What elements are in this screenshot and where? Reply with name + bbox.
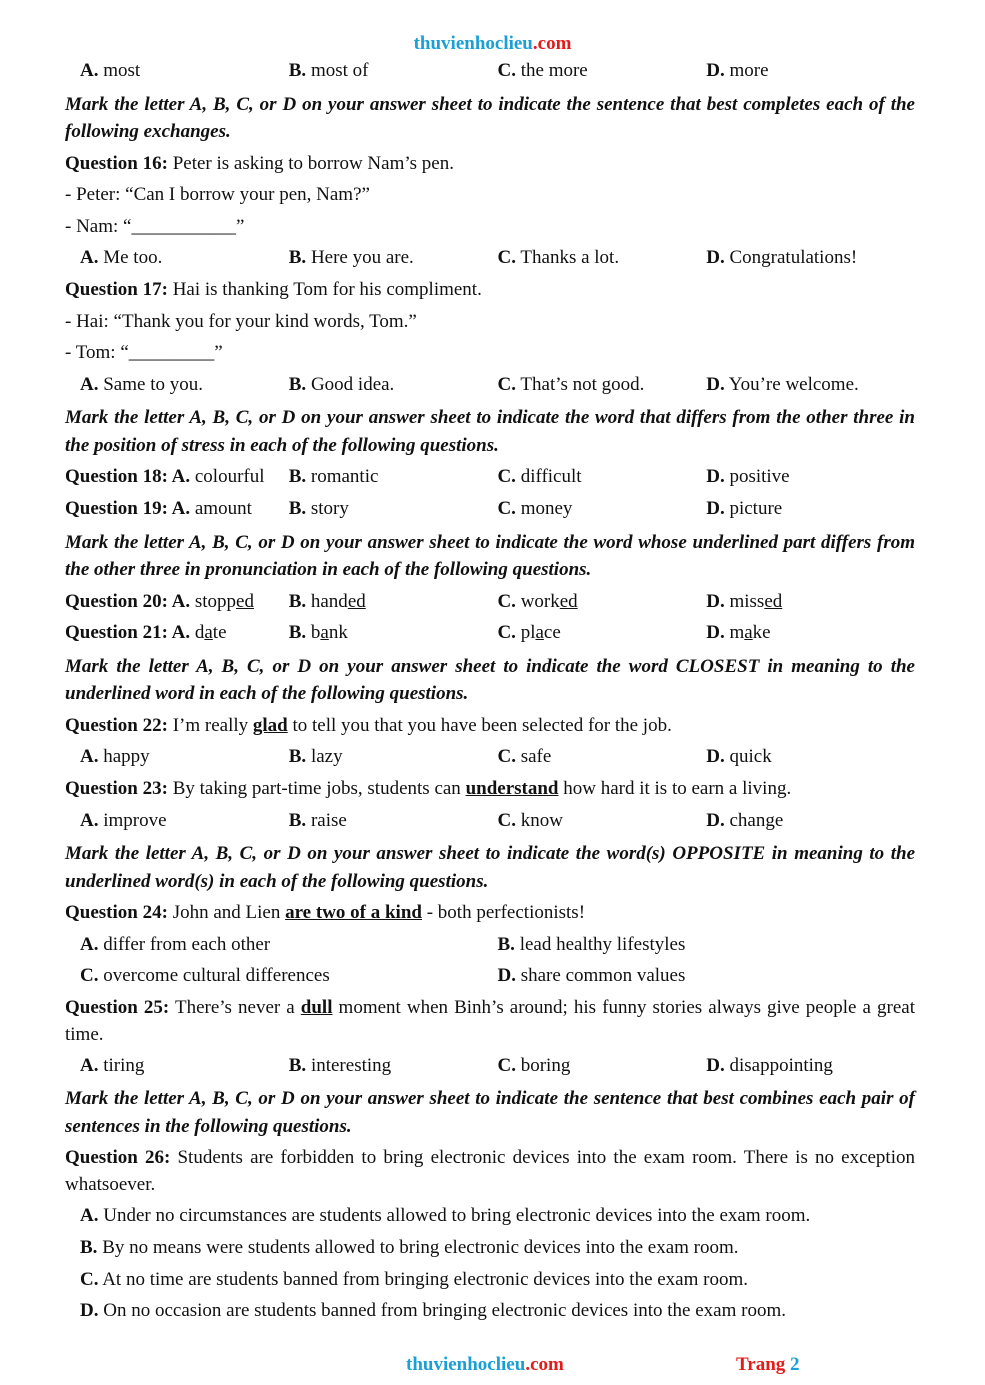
section-instruction-exchanges: Mark the letter A, B, C, or D on your answer sheet to indicate the sentence that best completes each of the following exchanges.: [65, 93, 915, 143]
q17-option-a[interactable]: A. Same to you.: [80, 373, 203, 395]
q16-dialogue-1: - Peter: “Can I borrow your pen, Nam?”: [65, 184, 370, 206]
q21-option-d[interactable]: D. make: [706, 622, 771, 644]
q19-option-c[interactable]: C. money: [497, 497, 573, 519]
q23-option-d[interactable]: D. change: [706, 809, 784, 831]
q15-option-c[interactable]: C. the more: [497, 60, 588, 81]
q18-option-b[interactable]: B. romantic: [288, 466, 379, 488]
q25-keyword: dull: [300, 996, 333, 1018]
q17-dialogue-2: - Tom: “_________”: [65, 342, 223, 364]
q22-keyword: glad: [252, 714, 288, 736]
q20-option-c[interactable]: C. worked: [497, 590, 578, 612]
q17-options: [65, 371, 915, 403]
q17-option-b[interactable]: B. Good idea.: [288, 373, 395, 395]
q17-option-d[interactable]: D. You’re welcome.: [706, 373, 859, 395]
q20-option-b[interactable]: B. handed: [288, 590, 366, 612]
q23-options: [65, 807, 915, 839]
q17-stem: Question 17: Hai is thanking Tom for his compliment.: [65, 278, 482, 300]
q22-option-d[interactable]: D. quick: [706, 746, 772, 768]
q22-stem: Question 22: I’m really glad to tell you that you have been selected for the job.: [65, 714, 672, 736]
q16-option-b[interactable]: B. Here you are.: [288, 247, 414, 269]
q15-option-d[interactable]: D. more: [706, 60, 769, 81]
q20-option-a[interactable]: Question 20: A. stopped: [65, 590, 254, 612]
q20-option-d[interactable]: D. missed: [706, 590, 783, 612]
q22-options: [65, 743, 915, 775]
q24-option-d[interactable]: D. share common values: [497, 965, 686, 987]
q18-option-d[interactable]: D. positive: [706, 466, 790, 488]
q21-option-a[interactable]: Question 21: A. date: [65, 622, 227, 644]
footer-site: thuvienhoclieu.com: [406, 1354, 564, 1375]
q24-option-c[interactable]: C. overcome cultural differences: [80, 965, 330, 987]
q22-option-c[interactable]: C. safe: [497, 746, 552, 768]
q24-option-a[interactable]: A. differ from each other: [80, 933, 271, 955]
q16-option-d[interactable]: D. Congratulations!: [706, 247, 858, 269]
q23-stem: Question 23: By taking part-time jobs, students can understand how hard it is to earn a living.: [65, 777, 792, 799]
section-instruction-stress: Mark the letter A, B, C, or D on your answer sheet to indicate the word that differs from the other three in the position of stress in each of the following questions.: [65, 407, 915, 456]
q22-option-a[interactable]: A. happy: [80, 746, 150, 768]
q15-options: [65, 57, 915, 89]
q23-keyword: understand: [465, 777, 559, 799]
q24-keyword: are two of a kind: [285, 902, 422, 924]
q16-option-a[interactable]: A. Me too.: [80, 247, 163, 269]
q25-option-c[interactable]: C. boring: [497, 1054, 571, 1076]
q18-option-c[interactable]: C. difficult: [497, 466, 582, 488]
q23-option-b[interactable]: B. raise: [288, 809, 347, 831]
q25-option-d[interactable]: D. disappointing: [706, 1054, 833, 1076]
q26-option-b[interactable]: B. By no means were students allowed to bring electronic devices into the exam room.: [80, 1237, 739, 1259]
q26-stem: Question 26: Students are forbidden to bring electronic devices into the exam room. There is no exception whatsoever.: [65, 1147, 915, 1196]
q19-option-b[interactable]: B. story: [288, 497, 349, 519]
q15-option-a[interactable]: A. most: [80, 60, 141, 81]
q20-row: [65, 588, 915, 620]
q16-option-c[interactable]: C. Thanks a lot.: [497, 247, 620, 269]
q15-option-b[interactable]: B. most of: [288, 60, 369, 81]
q24-options-row1: [65, 931, 915, 963]
q25-option-a[interactable]: A. tiring: [80, 1054, 145, 1076]
q19-option-a[interactable]: Question 19: A. amount: [65, 497, 252, 519]
q16-dialogue-2: - Nam: “___________”: [65, 215, 245, 237]
q21-option-c[interactable]: C. place: [497, 622, 561, 644]
q16-options: [65, 244, 915, 276]
q25-stem: Question 25: There’s never a dull moment when Binh’s around; his funny stories always give people a great time.: [65, 996, 915, 1045]
q18-option-a[interactable]: Question 18: A. colourful: [65, 466, 265, 488]
q23-option-a[interactable]: A. improve: [80, 809, 167, 831]
section-instruction-opposite: Mark the letter A, B, C, or D on your answer sheet to indicate the word(s) OPPOSITE in meaning to the underlined word(s) in each of the following questions.: [65, 843, 915, 892]
header-site-name: thuvienhoclieu: [413, 33, 533, 54]
exam-content: [65, 57, 915, 1329]
q21-option-b[interactable]: B. bank: [288, 622, 348, 644]
section-instruction-pronunciation: Mark the letter A, B, C, or D on your answer sheet to indicate the word whose underlined part differs from the other three in pronunciation in each of the following questions.: [65, 531, 915, 581]
q26-option-d[interactable]: D. On no occasion are students banned from bringing electronic devices into the exam room.: [80, 1300, 786, 1322]
header-site-domain: .com: [532, 33, 572, 54]
q17-dialogue-1: - Hai: “Thank you for your kind words, Tom.”: [65, 310, 417, 332]
section-instruction-closest: Mark the letter A, B, C, or D on your answer sheet to indicate the word CLOSEST in meaning to the underlined word in each of the following questions.: [65, 655, 915, 705]
page-number: Trang 2: [736, 1354, 800, 1375]
q22-option-b[interactable]: B. lazy: [288, 746, 343, 768]
q23-option-c[interactable]: C. know: [497, 809, 563, 831]
q25-option-b[interactable]: B. interesting: [288, 1054, 392, 1076]
header-site: [0, 33, 985, 55]
q26-option-a[interactable]: A. Under no circumstances are students allowed to bring electronic devices into the exam room.: [80, 1205, 811, 1227]
q25-options: [65, 1052, 915, 1084]
q24-option-b[interactable]: B. lead healthy lifestyles: [497, 933, 686, 955]
q19-row: [65, 495, 915, 527]
q24-options-row2: [65, 962, 915, 994]
q19-option-d[interactable]: D. picture: [706, 497, 783, 519]
q24-stem: Question 24: John and Lien are two of a kind - both perfectionists!: [65, 902, 586, 924]
q16-stem: Question 16: Peter is asking to borrow Nam’s pen.: [65, 152, 454, 174]
q18-row: [65, 463, 915, 495]
q17-option-c[interactable]: C. That’s not good.: [497, 373, 645, 395]
section-instruction-combine: Mark the letter A, B, C, or D on your answer sheet to indicate the sentence that best combines each pair of sentences in the following questions.: [65, 1088, 915, 1137]
q21-row: [65, 619, 915, 651]
q26-option-c[interactable]: C. At no time are students banned from bringing electronic devices into the exam room.: [80, 1268, 749, 1290]
